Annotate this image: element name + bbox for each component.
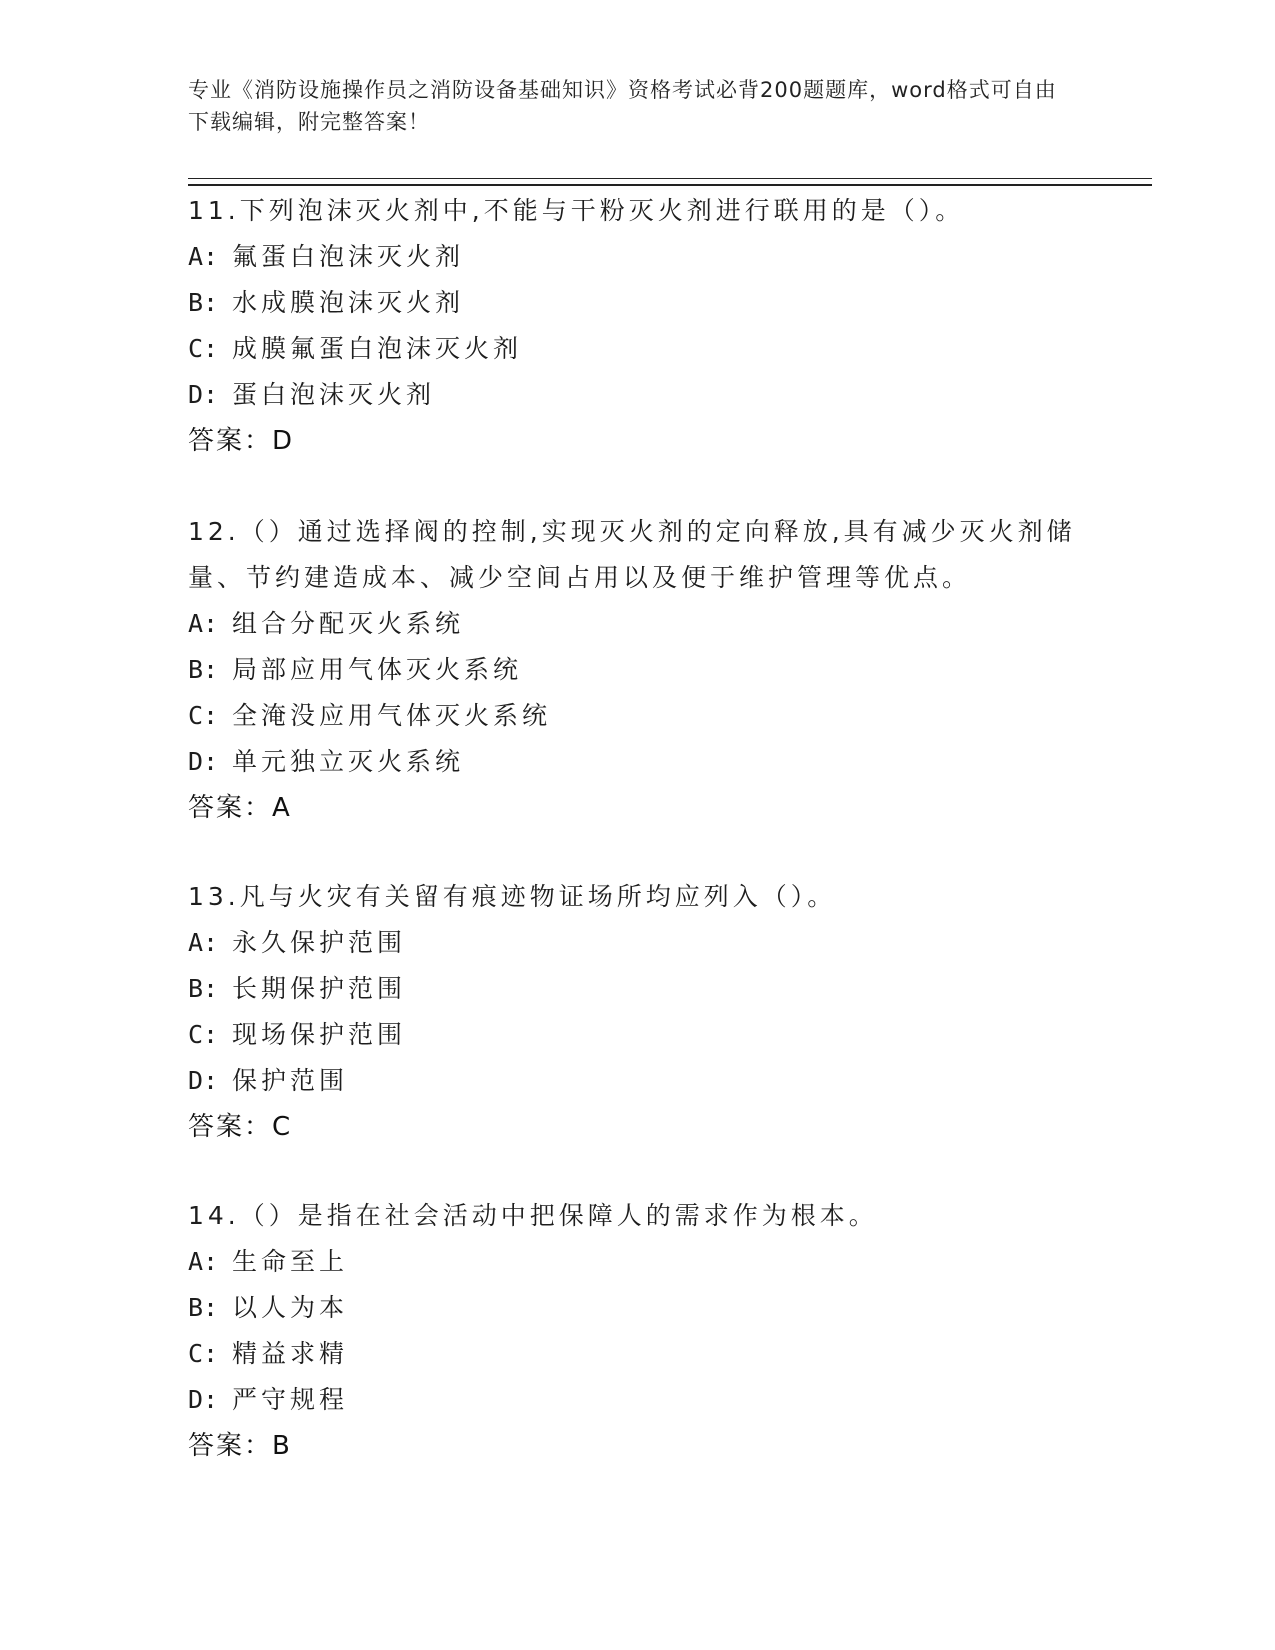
option-b (188, 1285, 1088, 1331)
answer-label: 答案： (188, 1431, 273, 1461)
header-divider-thick (188, 184, 1152, 186)
option-key: A: (188, 609, 219, 638)
option-text: 精益求精 (232, 1339, 349, 1368)
question-11 (188, 188, 1088, 464)
option-text: 蛋白泡沫灭火剂 (232, 380, 436, 409)
option-key: D: (188, 1385, 219, 1414)
option-key: A: (188, 928, 219, 957)
option-text: 现场保护范围 (232, 1020, 407, 1049)
question-stem: 14.（）是指在社会活动中把保障人的需求作为根本。 (188, 1201, 878, 1230)
answer-label: 答案： (188, 793, 273, 823)
option-b (188, 280, 1088, 326)
option-text: 氟蛋白泡沫灭火剂 (232, 242, 465, 271)
answer-label: 答案： (188, 426, 273, 456)
option-text: 组合分配灭火系统 (232, 609, 465, 638)
question-13 (188, 874, 1088, 1150)
option-d (188, 372, 1088, 418)
option-a (188, 1239, 1088, 1285)
option-text: 局部应用气体灭火系统 (232, 655, 523, 684)
document-header: 专业《消防设施操作员之消防设备基础知识》资格考试必背200题题库，word格式可自由下载编辑，附完整答案！ (188, 78, 1057, 134)
option-key: A: (188, 242, 219, 271)
answer-value: C (272, 1112, 291, 1142)
answer-line (188, 418, 1088, 464)
option-a (188, 920, 1088, 966)
option-b (188, 647, 1088, 693)
option-c (188, 1331, 1088, 1377)
option-a (188, 234, 1088, 280)
answer-value: B (272, 1431, 290, 1461)
question-14 (188, 1193, 1088, 1469)
answer-value: D (272, 426, 293, 456)
option-text: 永久保护范围 (232, 928, 407, 957)
option-key: B: (188, 288, 219, 317)
option-key: C: (188, 1339, 219, 1368)
option-b (188, 966, 1088, 1012)
option-c (188, 693, 1088, 739)
option-key: C: (188, 334, 219, 363)
answer-label: 答案： (188, 1112, 273, 1142)
option-key: D: (188, 380, 219, 409)
question-stem: 11.下列泡沫灭火剂中,不能与干粉灭火剂进行联用的是（）。 (188, 196, 965, 225)
option-text: 成膜氟蛋白泡沫灭火剂 (232, 334, 523, 363)
option-key: C: (188, 1020, 219, 1049)
answer-value: A (272, 793, 290, 823)
option-text: 以人为本 (232, 1293, 349, 1322)
option-text: 严守规程 (232, 1385, 349, 1414)
option-key: C: (188, 701, 219, 730)
option-d (188, 739, 1088, 785)
option-d (188, 1058, 1088, 1104)
answer-line (188, 1104, 1088, 1150)
option-key: D: (188, 1066, 219, 1095)
option-key: A: (188, 1247, 219, 1276)
option-key: B: (188, 1293, 219, 1322)
header-divider-thin (188, 178, 1152, 179)
option-key: D: (188, 747, 219, 776)
option-c (188, 1012, 1088, 1058)
question-12 (188, 509, 1088, 831)
option-text: 生命至上 (232, 1247, 349, 1276)
option-key: B: (188, 974, 219, 1003)
option-c (188, 326, 1088, 372)
option-text: 水成膜泡沫灭火剂 (232, 288, 465, 317)
answer-line (188, 1423, 1088, 1469)
question-stem: 13.凡与火灾有关留有痕迹物证场所均应列入（）。 (188, 882, 837, 911)
option-text: 长期保护范围 (232, 974, 407, 1003)
question-stem: 12.（）通过选择阀的控制,实现灭火剂的定向释放,具有减少灭火剂储量、节约建造成本、减少空间占用以及便于维护管理等优点。 (188, 517, 1076, 592)
answer-line (188, 785, 1088, 831)
option-text: 单元独立灭火系统 (232, 747, 465, 776)
option-a (188, 601, 1088, 647)
option-text: 保护范围 (232, 1066, 349, 1095)
option-key: B: (188, 655, 219, 684)
option-text: 全淹没应用气体灭火系统 (232, 701, 552, 730)
option-d (188, 1377, 1088, 1423)
